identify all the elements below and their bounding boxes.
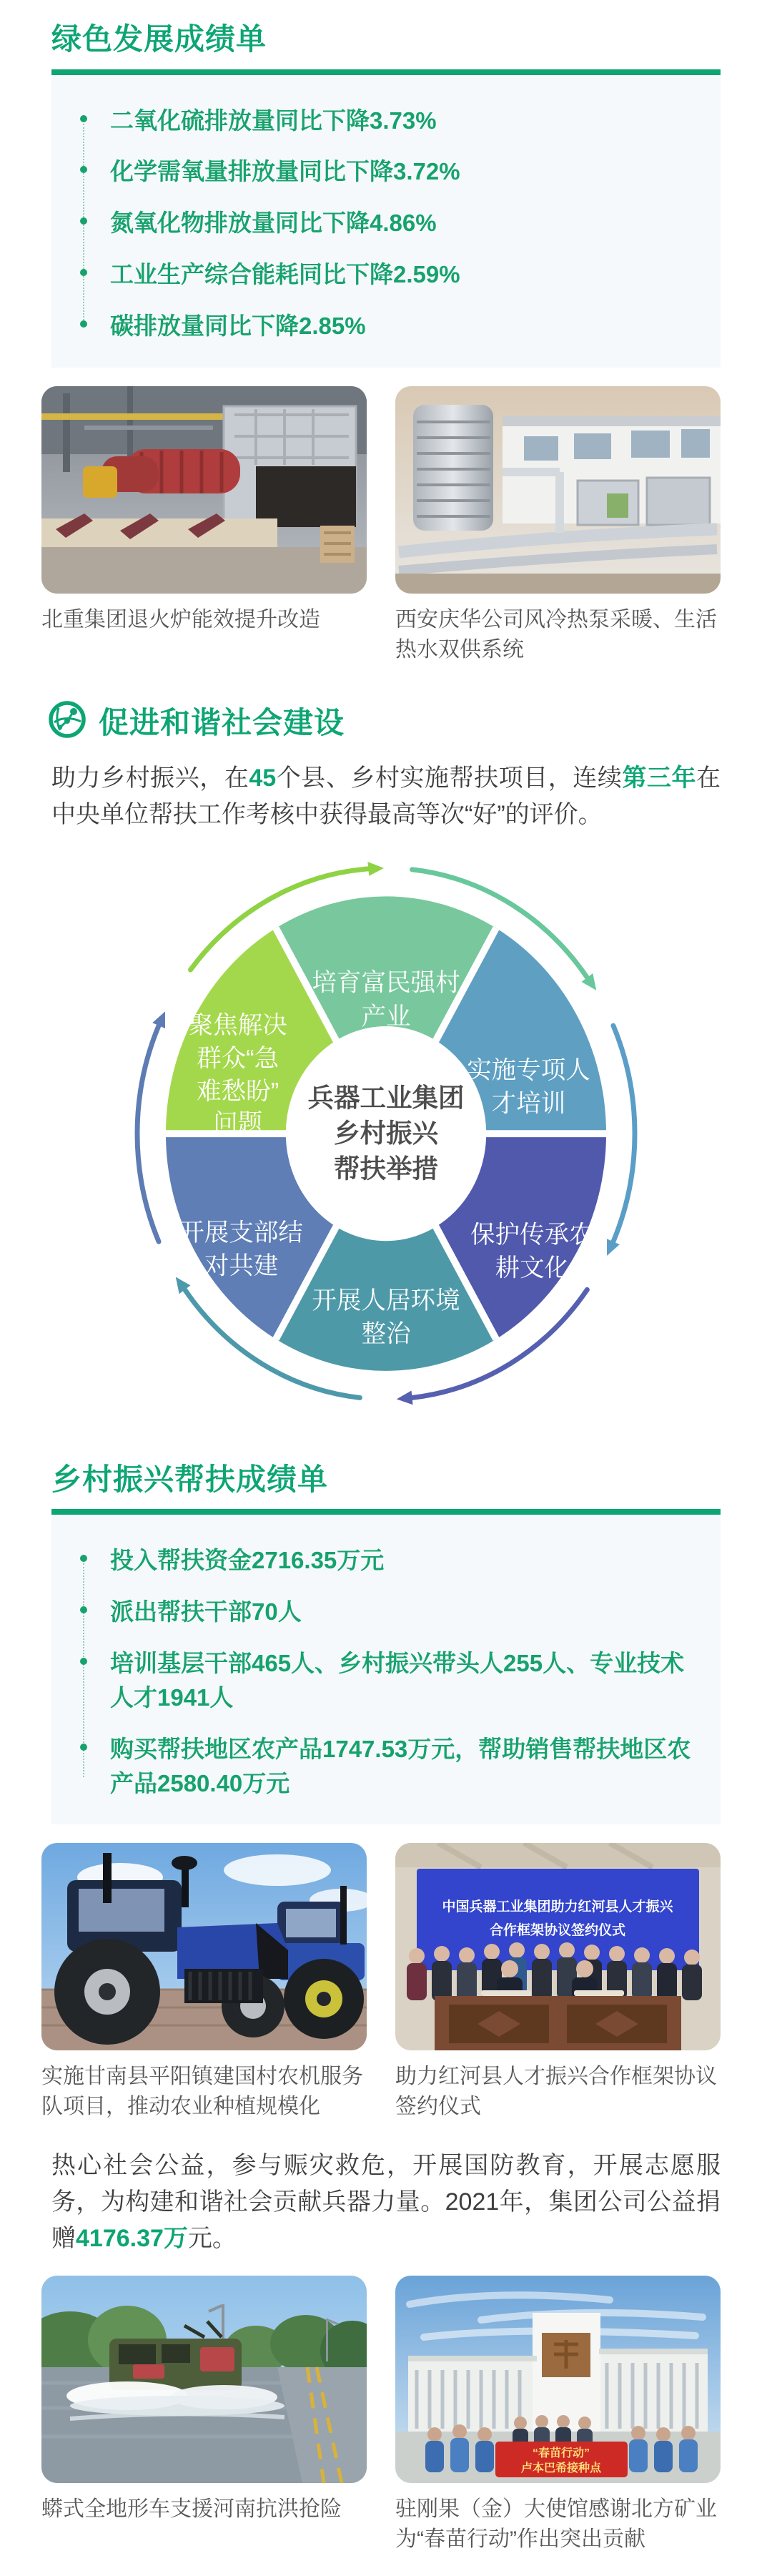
label-party-1: 开展支部结 xyxy=(179,1219,303,1247)
green-title-rule xyxy=(51,69,721,75)
rural-report-title: 乡村振兴帮扶成绩单 xyxy=(51,1462,329,1496)
para-text: 热心社会公益，参与赈灾救危，开展国防教育，开展志愿服务，为构建和谐社会贡献兵器力量。2021年，集团公司公益捐赠 xyxy=(51,2152,721,2253)
arrow-right xyxy=(613,1026,635,1242)
highlight-third-year: 第三年 xyxy=(622,764,697,792)
center-line-1: 兵器工业集团 xyxy=(307,1083,465,1113)
label-talent-2: 才培训 xyxy=(491,1090,566,1118)
bullet-cadres: 派出帮扶干部70人 xyxy=(80,1595,703,1629)
label-party-2: 对共建 xyxy=(204,1252,279,1280)
label-talent-1: 实施专项人 xyxy=(467,1056,590,1084)
label-environment-1: 开展人居环境 xyxy=(312,1287,460,1314)
green-report-title: 绿色发展成绩单 xyxy=(51,22,267,56)
caption-annealing-furnace: 北重集团退火炉能效提升改造 xyxy=(41,607,320,631)
center-line-2: 乡村振兴 xyxy=(333,1118,439,1148)
photo-card-embassy xyxy=(395,2276,721,2555)
bullet-cod: 化学需氧量排放量同比下降3.72% xyxy=(80,154,703,189)
caption-tractors: 实施甘南县平阳镇建国村农机服务队项目，推动农业种植规模化 xyxy=(41,2065,363,2119)
highlight-donation: 4176.37万 xyxy=(76,2225,188,2253)
label-culture-1: 保护传承农 xyxy=(470,1221,594,1249)
banner-line-1: “春苗行动” xyxy=(532,2447,590,2460)
para-text: 个县、乡村实施帮扶项目，连续 xyxy=(276,764,623,792)
rural-report-box xyxy=(51,1515,721,1824)
bullet-carbon: 碳排放量同比下降2.85% xyxy=(80,309,703,343)
photo-card-signing xyxy=(395,1843,721,2122)
label-industry-2: 产业 xyxy=(361,1003,411,1031)
bullet-nox: 氮氧化物排放量同比下降4.86% xyxy=(80,206,703,240)
caption-heat-pump-system: 西安庆华公司风冷热泵采暖、生活热水双供系统 xyxy=(395,607,717,662)
photo-card-heatpump xyxy=(395,386,721,665)
center-line-3: 帮扶举措 xyxy=(333,1154,439,1184)
photo-card-tractors xyxy=(41,1843,367,2122)
para-text: 助力乡村振兴，在 xyxy=(51,764,249,792)
photo-annealing-furnace[interactable] xyxy=(41,386,367,594)
globe-network-icon xyxy=(47,699,87,743)
highlight-45: 45 xyxy=(249,764,277,792)
para-text: 元。 xyxy=(187,2225,237,2253)
rural-title-rule xyxy=(51,1509,721,1515)
rural-revitalization-wheel-diagram xyxy=(0,862,772,1423)
rural-bullet-list xyxy=(80,1543,703,1800)
label-issues-3: 难愁盼” xyxy=(197,1078,279,1106)
photo-card-atv xyxy=(41,2276,367,2555)
bullet-purchases: 购买帮扶地区农产品1747.53万元，帮助销售帮扶地区农产品2580.40万元 xyxy=(80,1732,703,1801)
bullet-energy: 工业生产综合能耗同比下降2.59% xyxy=(80,257,703,292)
caption-embassy-vaccination: 驻刚果（金）大使馆感谢北方矿业为“春苗行动”作出突出贡献 xyxy=(395,2497,717,2552)
caption-signing-ceremony: 助力红河县人才振兴合作框架协议签约仪式 xyxy=(395,2065,717,2119)
photo-tractors[interactable] xyxy=(41,1843,367,2050)
label-culture-2: 耕文化 xyxy=(495,1254,570,1282)
photo-flood-rescue-vehicle[interactable] xyxy=(41,2276,367,2483)
photo-heat-pump-system[interactable] xyxy=(395,386,721,594)
society-paragraph xyxy=(51,760,721,833)
arrowhead-top-left xyxy=(367,862,384,876)
photo-row-2 xyxy=(41,1843,731,2122)
banner-line-2: 卢本巴希接种点 xyxy=(520,2462,602,2475)
bullet-training: 培训基层干部465人、乡村振兴带头人255人、专业技术人才1941人 xyxy=(80,1646,703,1715)
photo-row-3 xyxy=(41,2276,731,2555)
label-environment-2: 整治 xyxy=(361,1320,411,1348)
green-report-box xyxy=(51,75,721,368)
charity-paragraph xyxy=(51,2148,721,2257)
label-issues-2: 群众“急 xyxy=(197,1045,279,1073)
arrowhead-bottom-right xyxy=(397,1390,413,1405)
label-industry-1: 培育富民强村 xyxy=(312,969,460,997)
signing-screen-line-1: 中国兵器工业集团助力红河县人才振兴 xyxy=(442,1899,673,1915)
photo-embassy-vaccination-site[interactable] xyxy=(395,2276,721,2483)
photo-card-furnace xyxy=(41,386,367,665)
society-section-header xyxy=(47,699,725,743)
arrow-left xyxy=(137,1026,159,1242)
signing-screen-line-2: 合作框架协议签约仪式 xyxy=(489,1923,626,1939)
para-text: 在中央单位帮扶工作考核中获得最高等次“好”的评价。 xyxy=(51,764,721,828)
bullet-so2: 二氧化硫排放量同比下降3.73% xyxy=(80,104,703,138)
society-section-title: 促进和谐社会建设 xyxy=(99,706,345,740)
photo-row-1 xyxy=(41,386,731,665)
label-issues-4: 问题 xyxy=(213,1109,263,1137)
photo-signing-ceremony[interactable] xyxy=(395,1843,721,2050)
bullet-funds: 投入帮扶资金2716.35万元 xyxy=(80,1543,703,1578)
green-bullet-list xyxy=(80,104,703,343)
caption-flood-rescue: 蟒式全地形车支援河南抗洪抢险 xyxy=(41,2497,342,2522)
label-issues-1: 聚焦解决 xyxy=(188,1011,287,1039)
